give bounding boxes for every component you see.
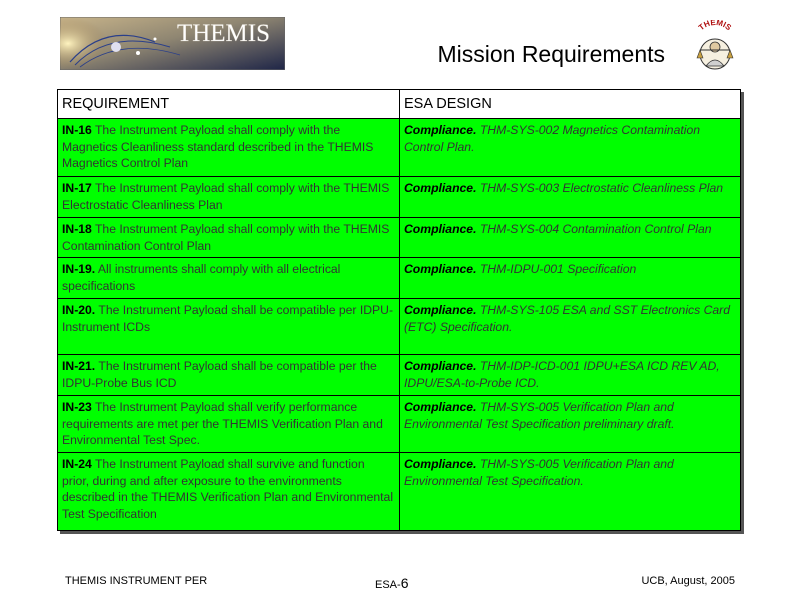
table-row	[58, 119, 741, 177]
table-row	[58, 453, 741, 531]
requirement-text: The Instrument Payload shall comply with the Magnetics Cleanliness standard described in the THEMIS Magnetics Control Plan	[62, 123, 374, 170]
compliance-label: Compliance.	[404, 400, 477, 414]
requirement-cell	[58, 177, 400, 218]
requirement-text: The Instrument Payload shall survive and function prior, during and after exposure to the environments described in the THEMIS Verification Plan and Environmental Test Specification	[62, 457, 394, 521]
requirement-id: IN-18	[62, 222, 92, 236]
requirement-cell	[58, 218, 400, 258]
esa-design-cell	[400, 396, 741, 453]
compliance-label: Compliance.	[404, 303, 477, 317]
requirement-id: IN-20.	[62, 303, 96, 317]
footer-page-prefix: ESA-	[375, 579, 401, 591]
requirement-cell	[58, 396, 400, 453]
requirement-cell	[58, 299, 400, 355]
requirement-text: The Instrument Payload shall be compatible per the IDPU-Probe Bus ICD	[62, 359, 377, 390]
themis-mascot-logo	[686, 20, 744, 78]
footer-left-text: THEMIS INSTRUMENT PER	[65, 575, 208, 587]
themis-logo	[60, 17, 285, 70]
esa-design-cell	[400, 119, 741, 177]
esa-design-text: THM-IDPU-001 Specification	[476, 262, 637, 276]
column-header-requirement: REQUIREMENT	[58, 90, 400, 119]
compliance-label: Compliance.	[404, 222, 477, 236]
requirement-id: IN-23	[62, 400, 92, 414]
requirement-text: The Instrument Payload shall comply with the THEMIS Contamination Control Plan	[62, 222, 390, 253]
table-row	[58, 396, 741, 453]
esa-design-cell	[400, 355, 741, 396]
esa-design-cell	[400, 177, 741, 218]
footer-page-number	[375, 575, 408, 591]
column-header-esa-design: ESA DESIGN	[400, 90, 741, 119]
esa-design-cell	[400, 299, 741, 355]
table-row	[58, 218, 741, 258]
requirements-table	[57, 89, 741, 531]
requirement-text: The Instrument Payload shall be compatible per IDPU-Instrument ICDs	[62, 303, 394, 334]
table-row	[58, 299, 741, 355]
compliance-label: Compliance.	[404, 123, 477, 137]
table-row	[58, 177, 741, 218]
requirement-cell	[58, 355, 400, 396]
requirement-id: IN-24	[62, 457, 92, 471]
requirement-text: All instruments shall comply with all electrical specifications	[62, 262, 341, 293]
esa-design-text: THM-SYS-003 Electrostatic Cleanliness Plan	[476, 181, 724, 195]
requirement-id: IN-16	[62, 123, 92, 137]
esa-design-cell	[400, 258, 741, 299]
esa-design-cell	[400, 453, 741, 531]
esa-design-cell	[400, 218, 741, 258]
table-header-row	[58, 90, 741, 119]
requirement-cell	[58, 453, 400, 531]
page-title: Mission Requirements	[437, 41, 665, 67]
requirement-id: IN-17	[62, 181, 92, 195]
table-row	[58, 258, 741, 299]
esa-design-text: THM-SYS-005 Verification Plan and Environmental Test Specification preliminary draft.	[404, 400, 675, 431]
logo-text: THEMIS	[176, 20, 270, 47]
compliance-label: Compliance.	[404, 359, 477, 373]
footer-right-text: UCB, August, 2005	[641, 575, 735, 587]
esa-design-text: THM-SYS-002 Magnetics Contamination Control Plan.	[404, 123, 700, 154]
compliance-label: Compliance.	[404, 457, 477, 471]
esa-design-text: THM-SYS-005 Verification Plan and Environmental Test Specification.	[404, 457, 674, 488]
page-number: 6	[400, 575, 409, 591]
requirement-cell	[58, 258, 400, 299]
esa-design-text: THM-SYS-105 ESA and SST Electronics Card (ETC) Specification.	[404, 303, 731, 334]
esa-design-text: THM-IDP-ICD-001 IDPU+ESA ICD REV AD, IDPU/ESA-to-Probe ICD.	[404, 359, 720, 390]
table-row	[58, 355, 741, 396]
svg-text:THEMIS: THEMIS	[696, 20, 734, 33]
requirement-cell	[58, 119, 400, 177]
compliance-label: Compliance.	[404, 181, 477, 195]
requirement-text: The Instrument Payload shall comply with the THEMIS Electrostatic Cleanliness Plan	[62, 181, 390, 212]
requirement-text: The Instrument Payload shall verify performance requirements are met per the THEMIS Verification Plan and Environmental Test Spec.	[62, 400, 383, 447]
esa-design-text: THM-SYS-004 Contamination Control Plan	[476, 222, 712, 236]
compliance-label: Compliance.	[404, 262, 477, 276]
requirement-id: IN-19.	[62, 262, 96, 276]
requirement-id: IN-21.	[62, 359, 96, 373]
